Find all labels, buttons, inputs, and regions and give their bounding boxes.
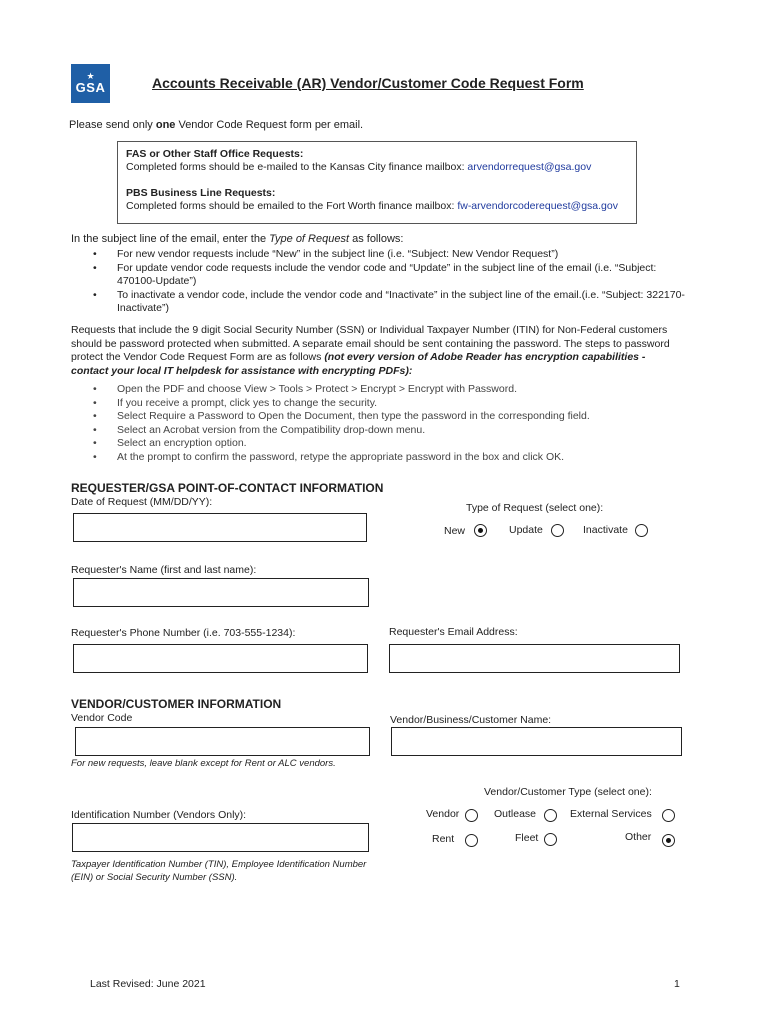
radio-label-update: Update: [509, 524, 543, 536]
radio-update[interactable]: [551, 524, 564, 537]
pbs-text: Completed forms should be emailed to the Fort Worth finance mailbox: fw-arvendorcoderequest@gsa.gov: [126, 200, 618, 212]
list-item: • Open the PDF and choose View > Tools > Protect > Encrypt > Encrypt with Password.: [71, 383, 691, 397]
fas-heading: FAS or Other Staff Office Requests:: [126, 148, 304, 160]
phone-label: Requester's Phone Number (i.e. 703-555-1234):: [71, 627, 296, 639]
radio-inactivate[interactable]: [635, 524, 648, 537]
vendor-code-label: Vendor Code: [71, 712, 133, 724]
encryption-paragraph: Requests that include the 9 digit Social Security Number (SSN) or Individual Taxpayer Number (ITIN) for Non-Federal customers should be password protected when submitted. A separate email should be sent containing the password. The steps to password protect the Vendor Code Request Form are as follows (not every version of Adobe Reader has encryption capabilities - contact your local IT helpdesk for assistance with encrypting PDFs):: [71, 324, 670, 377]
radio-other[interactable]: [662, 834, 675, 847]
pbs-email-link[interactable]: fw-arvendorcoderequest@gsa.gov: [457, 200, 618, 212]
email-field[interactable]: [389, 644, 680, 673]
list-item: • For new vendor requests include “New” in the subject line (i.e. “Subject: New Vendor Request”): [71, 248, 691, 262]
logo-text: GSA: [75, 80, 106, 95]
radio-label-outlease: Outlease: [494, 808, 537, 820]
request-type-label: Type of Request (select one):: [466, 502, 604, 514]
pbs-heading: PBS Business Line Requests:: [126, 187, 276, 199]
requester-name-field[interactable]: [73, 578, 369, 607]
list-item: • At the prompt to confirm the password, retype the appropriate password in the box and click OK.: [71, 451, 691, 465]
id-number-field[interactable]: [72, 823, 369, 852]
vendor-code-field[interactable]: [75, 727, 370, 756]
fas-email-link[interactable]: arvendorrequest@gsa.gov: [467, 161, 592, 173]
requester-heading: REQUESTER/GSA POINT-OF-CONTACT INFORMATION: [71, 481, 384, 495]
intro-text: Please send only one Vendor Code Request form per email.: [69, 119, 364, 131]
list-item: • Select an encryption option.: [71, 437, 691, 451]
vendor-name-field[interactable]: [391, 727, 682, 756]
list-item: • To inactivate a vendor code, include the vendor code and “Inactivate” in the subject line of the email.(i.e. “Subject: 322170-Inactivate”): [71, 289, 691, 316]
list-item: • Select Require a Password to Open the Document, then type the password in the corresponding field.: [71, 410, 691, 424]
radio-label-vendor: Vendor: [426, 808, 460, 820]
mailbox-box: [117, 141, 637, 224]
date-label: Date of Request (MM/DD/YY):: [71, 496, 213, 508]
email-label: Requester's Email Address:: [389, 626, 518, 638]
vendor-heading: VENDOR/CUSTOMER INFORMATION: [71, 697, 282, 711]
radio-new[interactable]: [474, 524, 487, 537]
subject-bullets: [71, 248, 691, 316]
gsa-logo: [71, 64, 110, 103]
id-number-note: Taxpayer Identification Number (TIN), Employee Identification Number (EIN) or Social Security Number (SSN).: [71, 859, 367, 883]
radio-label-fleet: Fleet: [515, 832, 539, 844]
encryption-steps: [71, 383, 691, 464]
name-label: Requester's Name (first and last name):: [71, 564, 257, 576]
vendor-type-label: Vendor/Customer Type (select one):: [484, 786, 652, 798]
page-number: 1: [674, 978, 680, 990]
vendor-name-label: Vendor/Business/Customer Name:: [390, 714, 552, 726]
radio-label-new: New: [444, 525, 466, 537]
radio-vendor[interactable]: [465, 809, 478, 822]
list-item: • For update vendor code requests include the vendor code and “Update” in the subject line of the email (i.e. “Subject: 470100-Update”): [71, 262, 691, 289]
radio-rent[interactable]: [465, 834, 478, 847]
phone-field[interactable]: [73, 644, 368, 673]
date-field[interactable]: [73, 513, 367, 542]
new-request-note: For new requests, leave blank except for Rent or ALC vendors.: [71, 758, 336, 769]
radio-fleet[interactable]: [544, 833, 557, 846]
fas-text: Completed forms should be e-mailed to the Kansas City finance mailbox: arvendorrequest@gsa.gov: [126, 161, 592, 173]
last-revised: Last Revised: June 2021: [90, 978, 206, 990]
subject-instruction: In the subject line of the email, enter the Type of Request as follows:: [71, 233, 404, 245]
radio-label-rent: Rent: [432, 833, 455, 845]
id-number-label: Identification Number (Vendors Only):: [71, 809, 247, 821]
radio-external-services[interactable]: [662, 809, 675, 822]
page-title: Accounts Receivable (AR) Vendor/Customer Code Request Form: [152, 75, 584, 91]
radio-label-inactivate: Inactivate: [583, 524, 628, 536]
radio-label-other: Other: [625, 831, 652, 843]
list-item: • If you receive a prompt, click yes to change the security.: [71, 397, 691, 411]
radio-label-external-services: External Services: [570, 808, 652, 820]
list-item: • Select an Acrobat version from the Compatibility drop-down menu.: [71, 424, 691, 438]
star-icon: ★: [86, 71, 95, 81]
radio-outlease[interactable]: [544, 809, 557, 822]
